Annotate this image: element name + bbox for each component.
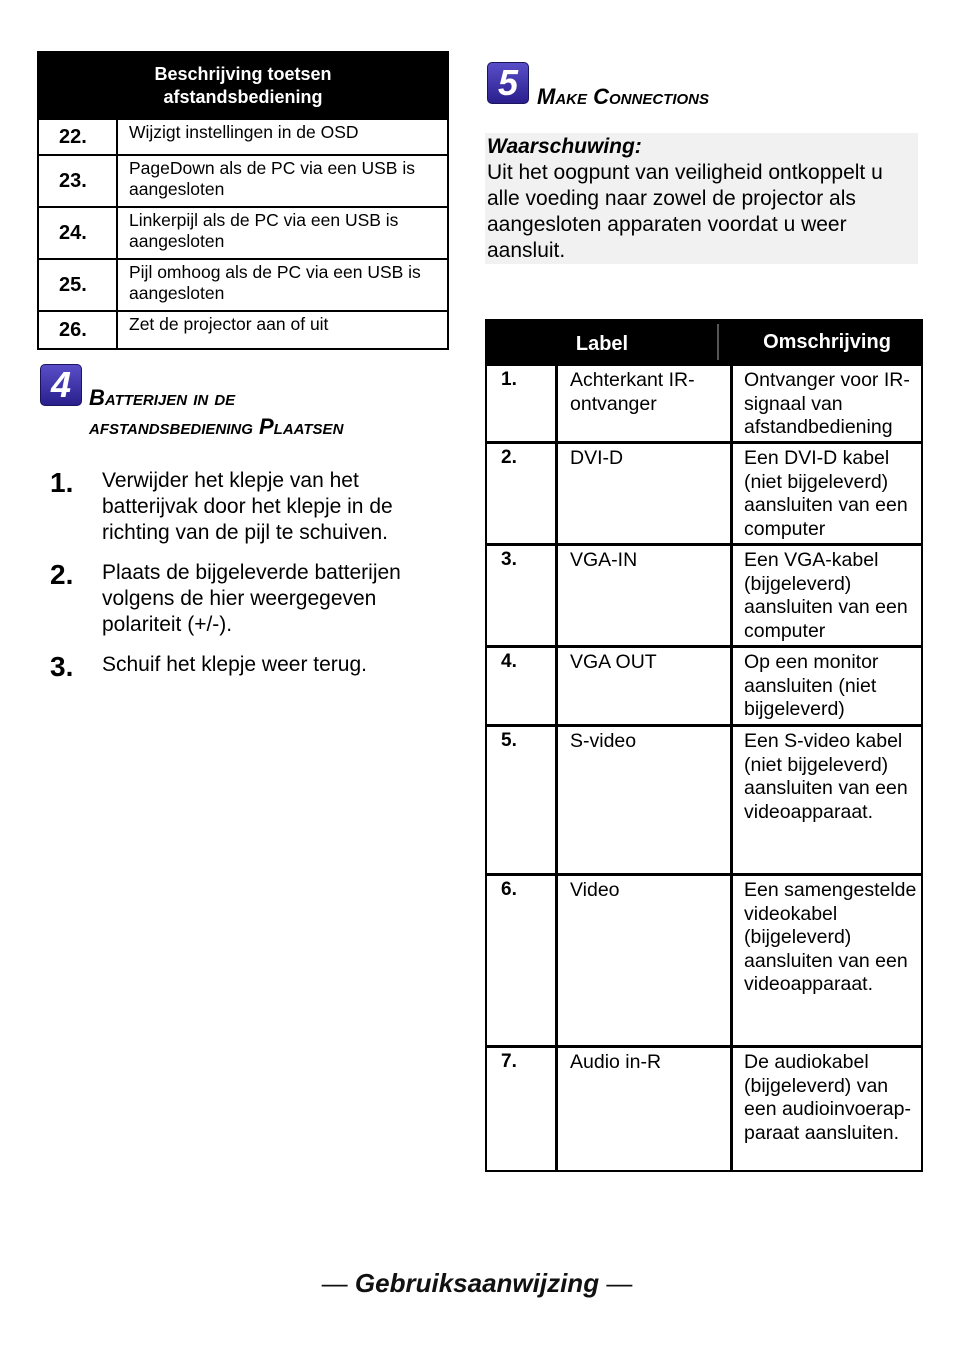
key-description: Pijl omhoog als de PC via een USB is aangesloten bbox=[129, 262, 421, 303]
warning-text: Uit het oogpunt van veiligheid ontkoppelt u alle voeding naar zowel de projector als aangesloten apparaten voordat u weer aansluit. bbox=[487, 161, 883, 262]
key-number: 25. bbox=[39, 260, 118, 310]
connection-number: 3. bbox=[487, 546, 558, 645]
table-row bbox=[39, 118, 447, 154]
table-row bbox=[39, 206, 447, 258]
header-description: Omschrijving bbox=[763, 330, 891, 353]
list-item bbox=[50, 560, 450, 638]
warning-title: Waarschuwing: bbox=[487, 135, 642, 158]
connection-number: 5. bbox=[487, 727, 558, 873]
connection-label: Audio in-R bbox=[558, 1048, 733, 1170]
connection-label: VGA OUT bbox=[558, 648, 733, 724]
table-row bbox=[487, 543, 921, 645]
key-number: 26. bbox=[39, 312, 118, 348]
connection-number: 7. bbox=[487, 1048, 558, 1170]
connections-table-header bbox=[487, 321, 921, 363]
table-row bbox=[39, 154, 447, 206]
connection-number: 4. bbox=[487, 648, 558, 724]
footer-title: Gebruiksaanwijzing bbox=[354, 1268, 600, 1298]
key-description: Zet de projector aan of uit bbox=[129, 314, 329, 334]
connection-label: DVI-D bbox=[558, 444, 733, 543]
remote-keys-table-header: Beschrijving toetsen afstandsbediening bbox=[39, 53, 447, 118]
key-description: Linkerpijl als de PC via een USB is aangesloten bbox=[129, 210, 399, 251]
table-row bbox=[487, 645, 921, 724]
step-text: Verwijder het klepje van het batterijvak door het klepje in de richting van de pijl te schuiven. bbox=[102, 469, 393, 544]
step-number: 2. bbox=[50, 559, 74, 590]
connection-number: 1. bbox=[487, 366, 558, 441]
footer-dash-right: — bbox=[606, 1268, 633, 1298]
header-label: Label bbox=[487, 324, 719, 360]
section-4-title-line2: afstandsbediening Plaatsen bbox=[89, 414, 344, 439]
connection-number: 2. bbox=[487, 444, 558, 543]
step-text: Schuif het klepje weer terug. bbox=[102, 653, 367, 676]
section-4-title-line1: Batterijen in de bbox=[89, 385, 236, 410]
key-number: 22. bbox=[39, 120, 118, 154]
section-4-badge: 4 bbox=[40, 364, 82, 406]
section-5-badge: 5 bbox=[487, 62, 529, 104]
key-description: Wijzigt instellingen in de OSD bbox=[129, 122, 359, 142]
table-row bbox=[487, 1045, 921, 1170]
connections-table bbox=[485, 319, 923, 1172]
connection-number: 6. bbox=[487, 876, 558, 1045]
list-item bbox=[50, 468, 450, 546]
connection-description: Op een monitor aansluiten (niet bijgeleverd) bbox=[744, 651, 879, 720]
section-4-title bbox=[89, 383, 343, 441]
connection-description: Een VGA-kabel (bijgeleverd) aansluiten van een computer bbox=[744, 549, 908, 642]
table-row bbox=[487, 363, 921, 441]
table-row bbox=[487, 441, 921, 543]
connection-description: Een S-video kabel (niet bijgeleverd) aansluiten van een videoapparaat. bbox=[744, 730, 908, 823]
connection-label: S-video bbox=[558, 727, 733, 873]
key-description: PageDown als de PC via een USB is aangesloten bbox=[129, 158, 415, 199]
remote-keys-table bbox=[37, 51, 449, 350]
section-5-title: Make Connections bbox=[537, 84, 710, 109]
list-item bbox=[50, 652, 450, 682]
warning-box bbox=[485, 133, 918, 264]
table-row bbox=[39, 258, 447, 310]
page-footer bbox=[0, 1266, 954, 1300]
connection-label: Video bbox=[558, 876, 733, 1045]
key-number: 24. bbox=[39, 208, 118, 258]
connection-description: Ontvanger voor IR-signaal van afstandbediening bbox=[744, 369, 910, 438]
connection-label: VGA-IN bbox=[558, 546, 733, 645]
connection-description: De audiokabel (bijgeleverd) van een audioinvoerap-paraat aansluiten. bbox=[744, 1051, 911, 1144]
connection-label: Achterkant IR-ontvanger bbox=[558, 366, 733, 441]
step-text: Plaats de bijgeleverde batterijen volgens de hier weergegeven polariteit (+/-). bbox=[102, 561, 401, 636]
table-row bbox=[487, 873, 921, 1045]
connection-description: Een samengestelde videokabel (bijgeleverd) aansluiten van een videoapparaat. bbox=[744, 879, 917, 995]
step-number: 3. bbox=[50, 651, 74, 682]
footer-dash-left: — bbox=[321, 1268, 348, 1298]
table-row bbox=[487, 724, 921, 873]
key-number: 23. bbox=[39, 156, 118, 206]
table-row bbox=[39, 310, 447, 348]
step-number: 1. bbox=[50, 467, 74, 498]
connection-description: Een DVI-D kabel (niet bijgeleverd) aansluiten van een computer bbox=[744, 447, 908, 540]
